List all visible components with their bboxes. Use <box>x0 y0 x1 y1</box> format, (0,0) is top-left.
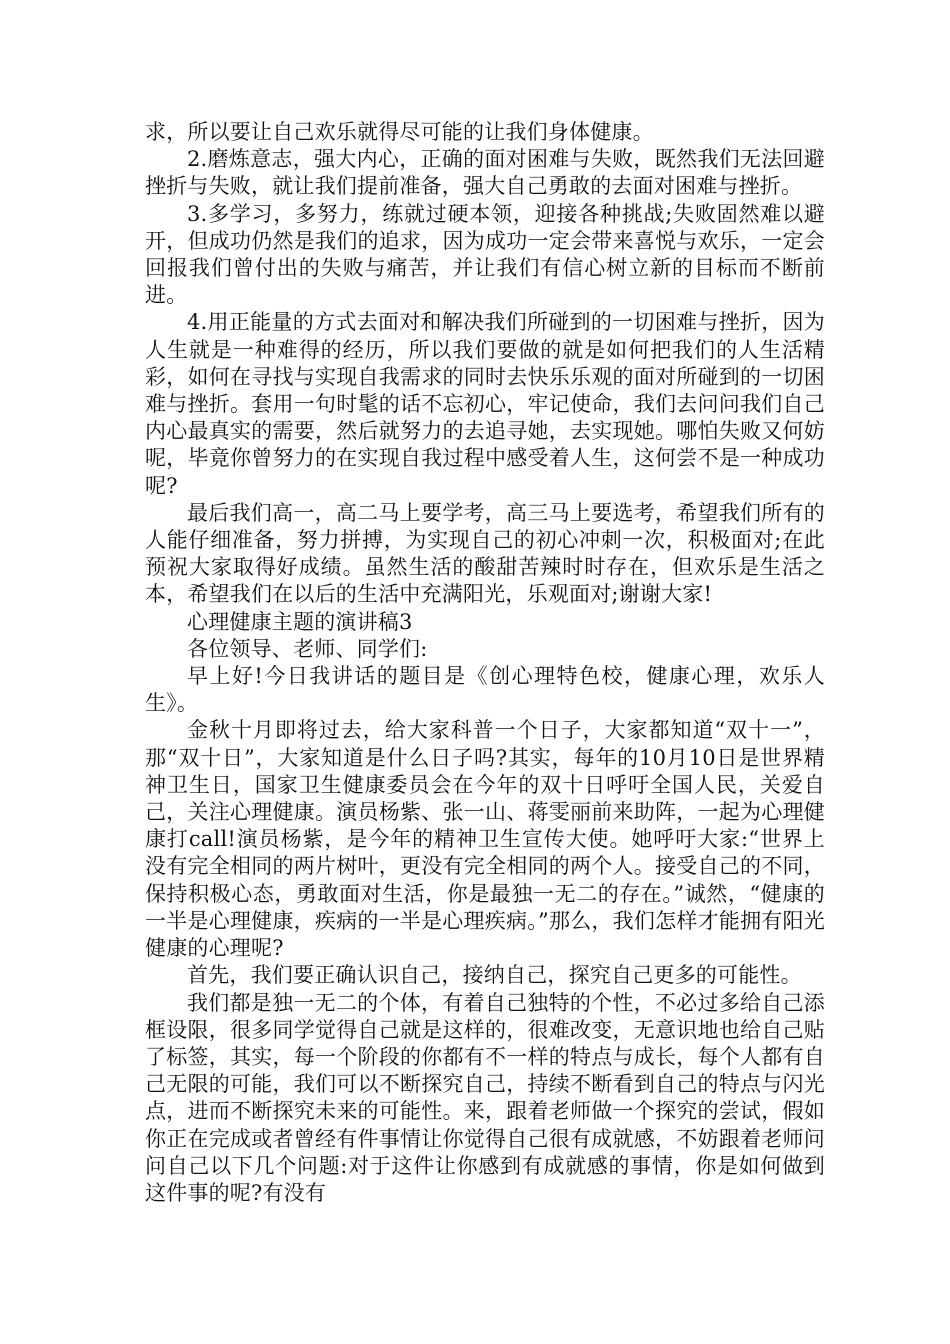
section-heading: 心理健康主题的演讲稿3 <box>187 609 413 634</box>
paragraph-mental-health-day: 金秋十月即将过去，给大家科普一个日子，大家都知道“双十一”，那“双十日”，大家知道是什么日子吗?其实，每年的10月10日是世界精神卫生日，国家卫生健康委员会在今年的双十日呼吁全国人民，关爱自己，关注心理健康。演员杨紫、张一山、蒋雯丽前来助阵，一起为心理健康打call!演员杨紫，是今年的精神卫生宣传大使。她呼吁大家:“世界上没有完全相同的两片树叶，更没有完全相同的两个人。接受自己的不同，保持积极心态，勇敢面对生活，你是最独一无二的存在。”诚然，“健康的一半是心理健康，疾病的一半是心理疾病。”那么，我们怎样才能拥有阳光健康的心理呢? <box>145 718 825 961</box>
paragraph-unique-individual: 我们都是独一无二的个体，有着自己独特的个性，不必过多给自己添框设限，很多同学觉得自己就是这样的，很难改变，无意识地也给自己贴了标签，其实，每一个阶段的你都有不一样的特点与成长，每个人都有自己无限的可能，我们可以不断探究自己，持续不断看到自己的特点与闪光点，进而不断探究未来的可能性。来，跟着老师做一个探究的尝试，假如你正在完成或者曾经有件事情让你觉得自己很有成就感，不妨跟着老师问问自己以下几个问题:对于这件让你感到有成就感的事情，你是如何做到这件事的呢?有没有 <box>145 990 825 1205</box>
paragraph-greeting: 早上好!今日我讲话的题目是《创心理特色校，健康心理，欢乐人生》。 <box>145 664 825 716</box>
paragraph-5: 最后我们高一，高二马上要学考，高三马上要选考，希望我们所有的人能仔细准备，努力拼搏，为实现自己的初心冲刺一次，积极面对;在此预祝大家取得好成绩。虽然生活的酸甜苦辣时时存在，但欢乐是生活之本，希望我们在以后的生活中充满阳光，乐观面对;谢谢大家! <box>145 500 825 607</box>
paragraph-2: 2.磨炼意志，强大内心，正确的面对困难与失败，既然我们无法回避挫折与失败，就让我们提前准备，强大自己勇敢的去面对困难与挫折。 <box>145 147 825 199</box>
document-page <box>145 119 825 1207</box>
paragraph-3: 3.多学习，多努力，练就过硬本领，迎接各种挑战;失败固然难以避开，但成功仍然是我们的追求，因为成功一定会带来喜悦与欢乐，一定会回报我们曾付出的失败与痛苦，并让我们有信心树立新的目标而不断前进。 <box>145 201 825 308</box>
paragraph-first-point: 首先，我们要正确认识自己，接纳自己，探究自己更多的可能性。 <box>187 963 802 988</box>
paragraph-1: 求，所以要让自己欢乐就得尽可能的让我们身体健康。 <box>145 120 654 144</box>
salutation: 各位领导、老师、同学们: <box>187 636 428 661</box>
paragraph-4: 4.用正能量的方式去面对和解决我们所碰到的一切困难与挫折，因为人生就是一种难得的经历，所以我们要做的就是如何把我们的人生活精彩，如何在寻找与实现自我需求的同时去快乐乐观的面对所碰到的一切困难与挫折。套用一句时髦的话不忘初心，牢记使命，我们去问问我们自己内心最真实的需要，然后就努力的去追寻她，去实现她。哪怕失败又何妨呢，毕竟你曾努力的在实现自我过程中感受着人生，这何尝不是一种成功呢? <box>145 310 825 498</box>
